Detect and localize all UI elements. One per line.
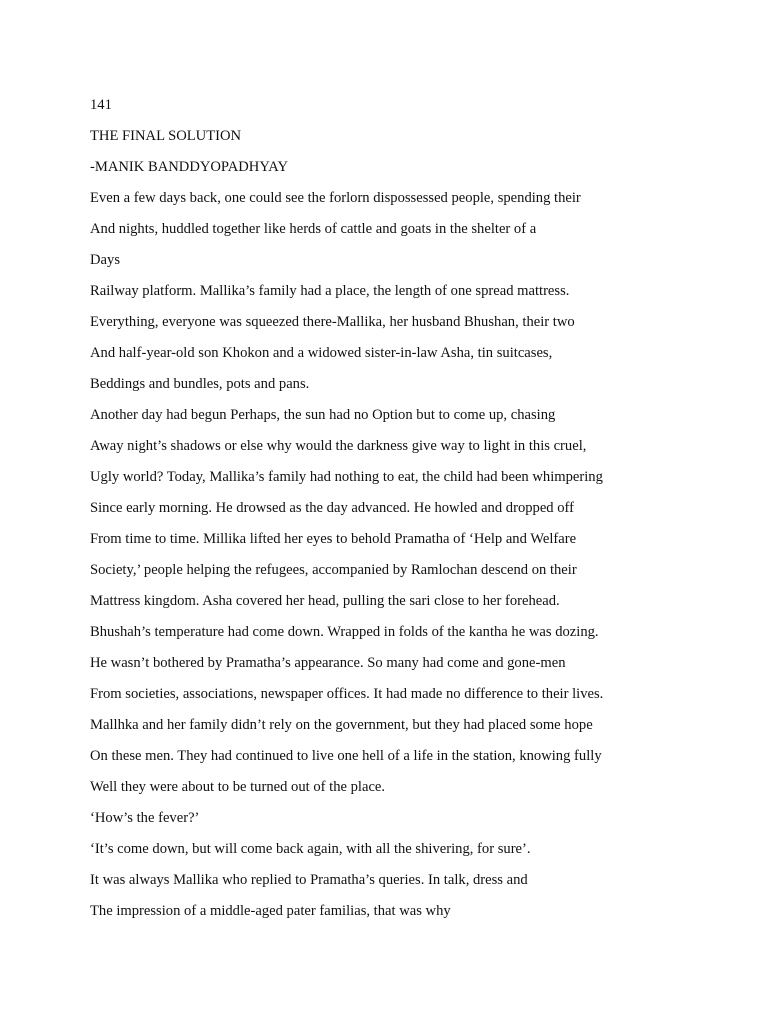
body-line: Mattress kingdom. Asha covered her head, pulling the sari close to her forehead. [90, 593, 560, 609]
body-line: On these men. They had continued to live one hell of a life in the station, knowing fully [90, 748, 602, 764]
dialogue-line: ‘It’s come down, but will come back again, with all the shivering, for sure’. [90, 841, 531, 857]
body-line: Mallhka and her family didn’t rely on the government, but they had placed some hope [90, 717, 593, 733]
body-line: Days [90, 252, 120, 268]
body-line: Ugly world? Today, Mallika’s family had nothing to eat, the child had been whimpering [90, 469, 603, 485]
dialogue-line: ‘How’s the fever?’ [90, 810, 200, 826]
body-line: Railway platform. Mallika’s family had a place, the length of one spread mattress. [90, 283, 570, 299]
author-line: -MANIK BANDDYOPADHYAY [90, 159, 288, 175]
body-line: Bhushah’s temperature had come down. Wrapped in folds of the kantha he was dozing. [90, 624, 599, 640]
body-line: It was always Mallika who replied to Pramatha’s queries. In talk, dress and [90, 872, 528, 888]
body-line: From time to time. Millika lifted her eyes to behold Pramatha of ‘Help and Welfare [90, 531, 577, 547]
body-line: Since early morning. He drowsed as the day advanced. He howled and dropped off [90, 500, 575, 516]
body-line: Away night’s shadows or else why would the darkness give way to light in this cruel, [90, 438, 587, 454]
body-line: And nights, huddled together like herds of cattle and goats in the shelter of a [90, 221, 537, 237]
body-line: Well they were about to be turned out of the place. [90, 779, 386, 795]
story-title: THE FINAL SOLUTION [90, 128, 242, 144]
body-line: Even a few days back, one could see the forlorn dispossessed people, spending their [90, 190, 581, 206]
body-line: Society,’ people helping the refugees, accompanied by Ramlochan descend on their [90, 562, 577, 578]
body-line: Another day had begun Perhaps, the sun had no Option but to come up, chasing [90, 407, 556, 423]
text-block [90, 90, 710, 927]
body-line: Beddings and bundles, pots and pans. [90, 376, 310, 392]
page-number: 141 [90, 97, 112, 113]
body-line: He wasn’t bothered by Pramatha’s appearance. So many had come and gone-men [90, 655, 566, 671]
body-line: Everything, everyone was squeezed there-Mallika, her husband Bhushan, their two [90, 314, 575, 330]
body-line: And half-year-old son Khokon and a widowed sister-in-law Asha, tin suitcases, [90, 345, 553, 361]
body-line: The impression of a middle-aged pater familias, that was why [90, 903, 451, 919]
body-line: From societies, associations, newspaper offices. It had made no difference to their lives. [90, 686, 604, 702]
